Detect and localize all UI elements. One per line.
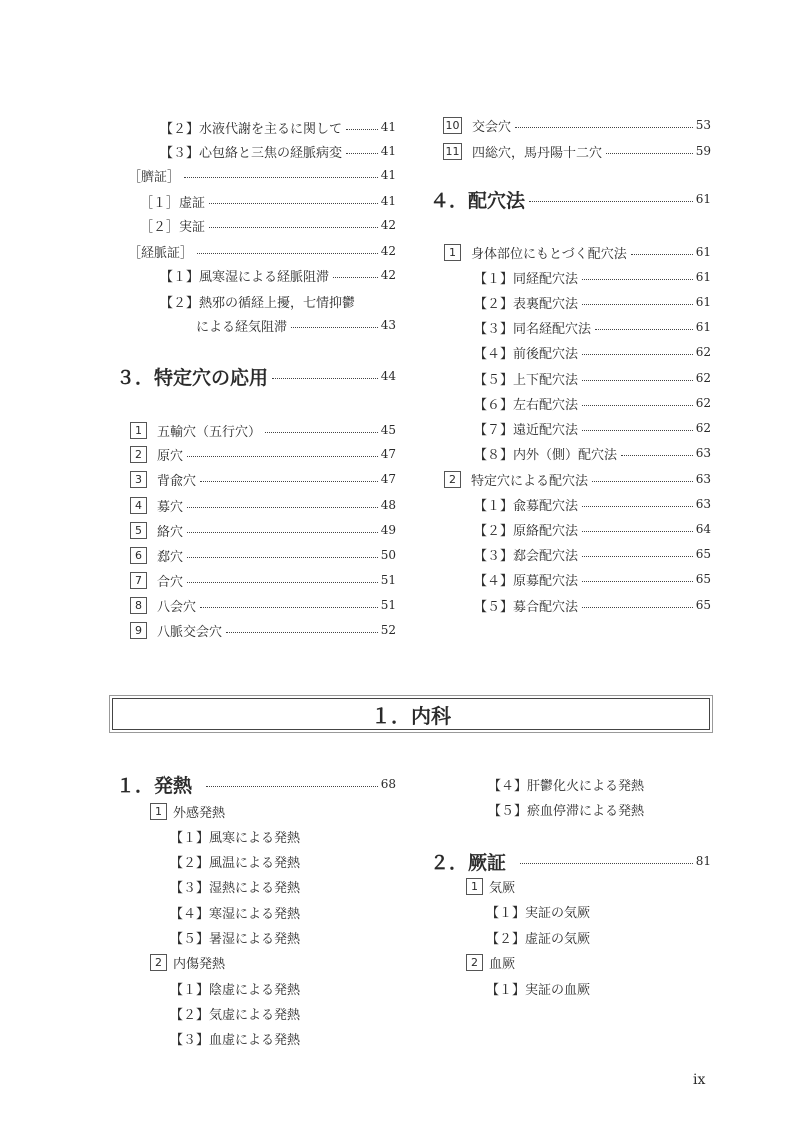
toc-entry[interactable] xyxy=(130,468,396,490)
toc-entry-page: 61 xyxy=(695,320,711,334)
toc-entry-label: 【１】陰虚による発熱 xyxy=(170,982,301,998)
toc-entry-page: 62 xyxy=(695,396,711,410)
toc-entry-label: 【８】内外（側）配穴法 xyxy=(474,447,618,463)
toc-entry[interactable] xyxy=(474,341,711,363)
toc-entry-page: 81 xyxy=(695,854,711,868)
toc-entry-label: 血厥 xyxy=(489,956,516,972)
toc-entry-page: 63 xyxy=(695,472,711,486)
toc-entry-label: 【４】前後配穴法 xyxy=(474,346,579,362)
number-box: 7 xyxy=(130,572,147,589)
toc-entry-label: 【１】風寒湿による経脈阻滞 xyxy=(160,269,330,285)
toc-entry[interactable] xyxy=(128,240,396,262)
toc-entry-label: 募穴 xyxy=(157,499,184,515)
leader-dots xyxy=(272,378,378,379)
leader-dots xyxy=(187,557,378,558)
toc-entry[interactable] xyxy=(474,367,711,389)
toc-entry-page: 65 xyxy=(695,598,711,612)
leader-dots xyxy=(595,329,693,330)
leader-dots xyxy=(520,863,693,864)
toc-entry-label: 交会穴 xyxy=(472,119,512,135)
toc-entry[interactable] xyxy=(170,977,300,999)
toc-entry-label: 【５】暑湿による発熱 xyxy=(170,931,301,947)
toc-entry-page: 62 xyxy=(695,371,711,385)
toc-entry-label: 八会穴 xyxy=(157,599,197,615)
toc-entry-label: 【３】心包絡と三焦の経脈病変 xyxy=(160,145,343,161)
toc-entry[interactable] xyxy=(130,619,396,641)
number-box: 4 xyxy=(130,497,147,514)
leader-dots xyxy=(346,153,378,154)
toc-entry-page: 63 xyxy=(695,446,711,460)
toc-entry[interactable] xyxy=(474,316,711,338)
leader-dots xyxy=(200,607,378,608)
number-box: 1 xyxy=(444,244,461,261)
leader-dots xyxy=(187,532,378,533)
leader-dots xyxy=(197,253,378,254)
toc-entry-label: 【１】兪募配穴法 xyxy=(474,498,579,514)
toc-entry-label: 【３】湿熱による発熱 xyxy=(170,880,301,896)
toc-entry-page: 62 xyxy=(695,345,711,359)
toc-entry-label: 【３】郄会配穴法 xyxy=(474,548,579,564)
toc-entry-label: 原穴 xyxy=(157,448,184,464)
number-box: 2 xyxy=(444,471,461,488)
toc-entry[interactable] xyxy=(474,266,711,288)
toc-entry-page: 50 xyxy=(380,548,396,562)
number-box: 6 xyxy=(130,547,147,564)
toc-entry[interactable] xyxy=(160,140,396,162)
toc-entry-page: 41 xyxy=(380,194,396,208)
chapter-heading[interactable] xyxy=(430,847,711,875)
toc-entry-page: 51 xyxy=(380,573,396,587)
toc-entry[interactable] xyxy=(474,417,711,439)
toc-entry-page: 42 xyxy=(380,268,396,282)
leader-dots xyxy=(582,556,693,557)
toc-entry-page: 61 xyxy=(695,270,711,284)
toc-entry[interactable] xyxy=(170,1027,300,1049)
toc-entry[interactable] xyxy=(474,594,711,616)
toc-entry-label: 【２】虚証の気厥 xyxy=(486,931,591,947)
page-number: ix xyxy=(693,1072,706,1088)
leader-dots xyxy=(631,254,693,255)
toc-entry-label: 絡穴 xyxy=(157,524,184,540)
leader-dots xyxy=(187,582,378,583)
toc-entry-page: 48 xyxy=(380,498,396,512)
toc-entry-page: 42 xyxy=(380,244,396,258)
leader-dots xyxy=(582,279,693,280)
toc-entry-page: 64 xyxy=(695,522,711,536)
toc-entry-page: 61 xyxy=(695,192,711,206)
leader-dots xyxy=(209,227,378,228)
toc-entry-label: による経気阻滞 xyxy=(196,319,288,335)
toc-entry[interactable] xyxy=(128,164,396,186)
leader-dots xyxy=(187,507,378,508)
leader-dots xyxy=(200,481,378,482)
number-box: 2 xyxy=(130,446,147,463)
toc-entry-page: 45 xyxy=(380,423,396,437)
leader-dots xyxy=(582,405,693,406)
chapter-heading-title: １．発熱 xyxy=(116,774,193,797)
toc-entry[interactable] xyxy=(443,140,711,162)
toc-entry-label: 【４】肝鬱化火による発熱 xyxy=(488,778,645,794)
leader-dots xyxy=(184,177,378,178)
toc-entry-label: 【３】同名経配穴法 xyxy=(474,321,592,337)
toc-entry-label: 外感発熱 xyxy=(173,805,226,821)
toc-entry[interactable] xyxy=(486,900,590,922)
toc-entry-page: 68 xyxy=(380,777,396,791)
toc-entry[interactable] xyxy=(488,773,644,795)
toc-entry[interactable] xyxy=(474,392,711,414)
toc-entry-label: 【５】瘀血停滞による発熱 xyxy=(488,803,645,819)
number-box: 2 xyxy=(466,954,483,971)
toc-entry[interactable] xyxy=(474,518,711,540)
part-banner-title: １．内科 xyxy=(371,703,451,728)
toc-entry-label: 【１】風寒による発熱 xyxy=(170,830,301,846)
toc-entry-label: ［経脈証］ xyxy=(128,245,194,261)
number-box: 1 xyxy=(466,878,483,895)
number-box: 5 xyxy=(130,522,147,539)
toc-entry-label: ［臍証］ xyxy=(128,169,181,185)
toc-entry-label: ［１］虚証 xyxy=(140,195,206,211)
leader-dots xyxy=(582,304,693,305)
leader-dots xyxy=(582,354,693,355)
toc-entry-label: 【７】遠近配穴法 xyxy=(474,422,579,438)
toc-entry[interactable] xyxy=(130,494,396,516)
toc-entry[interactable] xyxy=(488,798,644,820)
toc-entry[interactable] xyxy=(170,926,300,948)
toc-entry-label: 【２】熱邪の循経上擾，七情抑鬱 xyxy=(160,295,356,311)
toc-entry-label: 【２】表裏配穴法 xyxy=(474,296,579,312)
toc-entry-page: 43 xyxy=(380,318,396,332)
toc-entry[interactable] xyxy=(486,977,590,999)
toc-entry[interactable] xyxy=(130,594,396,616)
toc-entry-page: 61 xyxy=(695,295,711,309)
leader-dots xyxy=(582,581,693,582)
section-heading[interactable] xyxy=(430,185,711,213)
leader-dots xyxy=(333,277,378,278)
number-box: 10 xyxy=(443,117,462,134)
toc-entry-label: 【２】気虚による発熱 xyxy=(170,1007,301,1023)
toc-entry-page: 44 xyxy=(380,369,396,383)
toc-entry-page: 49 xyxy=(380,523,396,537)
toc-entry[interactable] xyxy=(474,291,711,313)
toc-entry-label: 【４】原募配穴法 xyxy=(474,573,579,589)
toc-entry[interactable] xyxy=(474,442,711,464)
toc-entry-label: 【６】左右配穴法 xyxy=(474,397,579,413)
section-heading[interactable] xyxy=(116,362,396,390)
toc-entry[interactable] xyxy=(170,825,300,847)
toc-entry-page: 47 xyxy=(380,447,396,461)
toc-entry[interactable] xyxy=(130,569,396,591)
toc-entry[interactable] xyxy=(160,116,396,138)
number-box: 1 xyxy=(130,422,147,439)
toc-entry-page: 41 xyxy=(380,168,396,182)
toc-entry[interactable] xyxy=(474,568,711,590)
toc-entry-label: 五輸穴（五行穴） xyxy=(157,424,262,440)
chapter-heading[interactable] xyxy=(116,770,396,798)
number-box: 8 xyxy=(130,597,147,614)
toc-entry[interactable] xyxy=(130,519,396,541)
leader-dots xyxy=(621,455,693,456)
leader-dots xyxy=(226,632,378,633)
toc-entry-page: 61 xyxy=(695,245,711,259)
toc-entry[interactable] xyxy=(444,241,711,263)
toc-entry[interactable] xyxy=(474,543,711,565)
toc-entry[interactable] xyxy=(170,850,300,872)
toc-entry[interactable] xyxy=(150,951,225,973)
leader-dots xyxy=(529,201,693,202)
toc-entry[interactable] xyxy=(130,443,396,465)
number-box: 9 xyxy=(130,622,147,639)
toc-entry-page: 41 xyxy=(380,120,396,134)
toc-entry-label: 背兪穴 xyxy=(157,473,197,489)
toc-entry-label: 【５】上下配穴法 xyxy=(474,372,579,388)
toc-entry[interactable] xyxy=(486,926,590,948)
toc-entry-page: 51 xyxy=(380,598,396,612)
toc-entry-label: 【５】募合配穴法 xyxy=(474,599,579,615)
toc-entry-label: 四総穴，馬丹陽十二穴 xyxy=(472,145,603,161)
leader-dots xyxy=(592,481,693,482)
number-box: 1 xyxy=(150,803,167,820)
toc-entry-page: 41 xyxy=(380,144,396,158)
leader-dots xyxy=(606,153,693,154)
toc-entry-label: 【１】同経配穴法 xyxy=(474,271,579,287)
leader-dots xyxy=(582,531,693,532)
toc-entry-label: 【３】血虚による発熱 xyxy=(170,1032,301,1048)
part-banner xyxy=(112,698,710,730)
leader-dots xyxy=(582,607,693,608)
toc-entry-page: 62 xyxy=(695,421,711,435)
toc-entry-label: 【１】実証の血厥 xyxy=(486,982,591,998)
leader-dots xyxy=(582,430,693,431)
toc-entry[interactable] xyxy=(170,901,300,923)
toc-entry[interactable] xyxy=(443,114,711,136)
leader-dots xyxy=(209,203,378,204)
toc-entry-page: 63 xyxy=(695,497,711,511)
section-heading-title: ４．配穴法 xyxy=(430,189,526,212)
toc-entry-label: 【２】原絡配穴法 xyxy=(474,523,579,539)
chapter-heading-title: ２．厥証 xyxy=(430,851,507,874)
section-heading-title: ３．特定穴の応用 xyxy=(116,366,269,389)
toc-entry-label: 八脈交会穴 xyxy=(157,624,223,640)
leader-dots xyxy=(515,127,693,128)
number-box: 11 xyxy=(443,143,462,160)
leader-dots xyxy=(582,506,693,507)
toc-entry-label: 特定穴による配穴法 xyxy=(471,473,589,489)
toc-entry-page: 47 xyxy=(380,472,396,486)
toc-entry[interactable] xyxy=(466,875,515,897)
toc-entry-label: 身体部位にもとづく配穴法 xyxy=(471,246,627,262)
toc-entry-label: 内傷発熱 xyxy=(173,956,226,972)
leader-dots xyxy=(187,456,378,457)
toc-entry-label: 【１】実証の気厥 xyxy=(486,905,591,921)
toc-entry[interactable] xyxy=(130,419,396,441)
toc-entry[interactable] xyxy=(130,544,396,566)
number-box: 2 xyxy=(150,954,167,971)
toc-entry-page: 42 xyxy=(380,218,396,232)
toc-entry-page: 65 xyxy=(695,547,711,561)
toc-entry-label: 【２】風温による発熱 xyxy=(170,855,301,871)
toc-entry-page: 52 xyxy=(380,623,396,637)
toc-entry-page: 59 xyxy=(695,144,711,158)
leader-dots xyxy=(265,432,378,433)
toc-entry-page: 65 xyxy=(695,572,711,586)
toc-entry[interactable] xyxy=(444,468,711,490)
toc-entry[interactable] xyxy=(140,214,396,236)
toc-entry-label: 【４】寒湿による発熱 xyxy=(170,906,301,922)
toc-entry[interactable] xyxy=(160,290,396,312)
leader-dots xyxy=(582,380,693,381)
toc-entry-label: 合穴 xyxy=(157,574,184,590)
toc-entry-label: 気厥 xyxy=(489,880,516,896)
leader-dots xyxy=(346,129,378,130)
toc-entry[interactable] xyxy=(160,264,396,286)
toc-entry-label: 郄穴 xyxy=(157,549,184,565)
toc-entry-page: 53 xyxy=(695,118,711,132)
toc-entry[interactable] xyxy=(474,493,711,515)
toc-entry[interactable] xyxy=(170,1002,300,1024)
leader-dots xyxy=(206,786,378,787)
toc-entry-label: 【２】水液代謝を主るに関して xyxy=(160,121,343,137)
number-box: 3 xyxy=(130,471,147,488)
leader-dots xyxy=(291,327,378,328)
toc-entry[interactable] xyxy=(140,190,396,212)
toc-entry[interactable] xyxy=(150,800,225,822)
toc-entry[interactable] xyxy=(466,951,515,973)
toc-entry-label: ［２］実証 xyxy=(140,219,206,235)
toc-entry[interactable] xyxy=(170,875,300,897)
toc-entry[interactable] xyxy=(196,314,396,336)
